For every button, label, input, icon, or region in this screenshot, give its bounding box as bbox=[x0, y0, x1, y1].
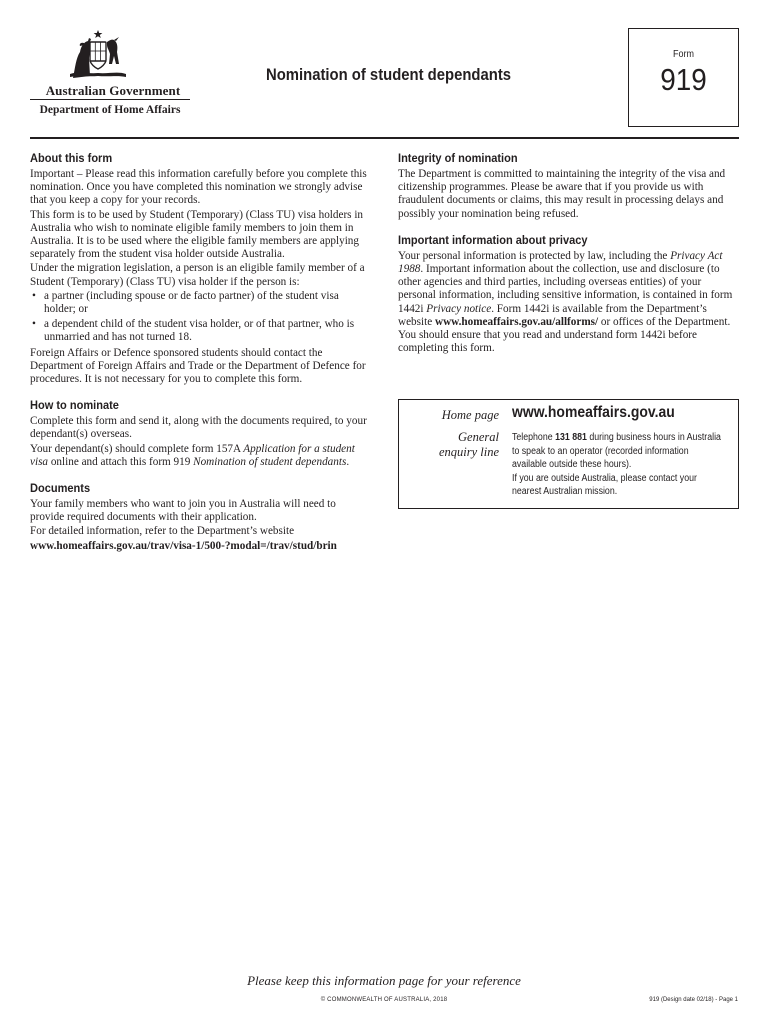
contact-box bbox=[398, 399, 739, 509]
section-heading: Integrity of nomination bbox=[398, 151, 518, 165]
form-number-box bbox=[628, 28, 739, 127]
left-column bbox=[30, 151, 370, 565]
paragraph: Foreign Affairs or Defence sponsored students should contact the Department of Foreign Affairs and Trade or the Department of Defence for procedures. It is not necessary for you to complete this form. bbox=[30, 346, 366, 386]
header-divider bbox=[30, 99, 190, 100]
paragraph: This form is to be used by Student (Temporary) (Class TU) visa holders in Australia who wish to nominate eligible family members to join them in Australia. It is to be used where the eligible family members are applying separately from the student visa holder outside Australia. bbox=[30, 208, 364, 261]
paragraph: Important – Please read this information carefully before you complete this nomination. Once you have completed this nomination we strongly advise that you keep a copy for your records. bbox=[30, 168, 367, 207]
enquiry-line-details: Telephone 131 881 during business hours in Australia to speak to an operator (recorded information available outside these hours). If you are outside Australia, please contact your nearest Australian mission. bbox=[512, 432, 721, 497]
list-item: • a partner (including spouse or de facto partner) of the student visa holder; or bbox=[30, 290, 370, 316]
about-section bbox=[30, 151, 370, 386]
form-title: Nomination of student dependants bbox=[266, 66, 512, 84]
paragraph: For detailed information, refer to the Department’s website bbox=[30, 525, 295, 538]
paragraph: Your personal information is protected by law, including the Privacy Act 1988. Important information about the collection, use and disclosure (to other agencies and third parties, including overseas entities) of your personal information, including sensitive information, is contained in form 1442i Privacy notice. Form 1442i is available from the Department’s website www.homeaffairs.gov.au/allforms/ or offices of the Department. You should ensure that you read and understand form 1442i before completing this form. bbox=[398, 249, 733, 355]
form-label: Form bbox=[672, 49, 695, 60]
paragraph: Under the migration legislation, a person is an eligible family member of a Student (Temporary) (Class TU) visa holder if the person is: bbox=[30, 262, 365, 288]
paragraph: Your dependant(s) should complete form 157A Application for a student visa online and attach this form 919 Nomination of student dependants. bbox=[30, 442, 355, 468]
eligibility-list bbox=[30, 290, 370, 345]
integrity-section bbox=[398, 151, 738, 221]
paragraph: The Department is committed to maintaining the integrity of the visa and citizenship programmes. Please be aware that if you provide us with fraudulent documents or claims, this may result in processing delays and possibly your nomination being refused. bbox=[398, 168, 726, 220]
section-heading: How to nominate bbox=[30, 398, 119, 413]
department-name: Department of Home Affairs bbox=[39, 104, 181, 116]
footer-note: Please keep this information page for your reference bbox=[247, 973, 521, 988]
page-divider bbox=[30, 137, 739, 139]
telephone-number: 131 881 bbox=[555, 432, 587, 443]
section-heading: Important information about privacy bbox=[398, 232, 588, 247]
documents-link[interactable]: www.homeaffairs.gov.au/trav/visa-1/500-?modal=/trav/stud/brin bbox=[30, 539, 337, 552]
right-column bbox=[398, 151, 738, 367]
list-item: • a dependent child of the student visa holder, or of that partner, who is unmarried and has not turned 18. bbox=[30, 318, 370, 344]
allforms-link[interactable]: www.homeaffairs.gov.au/allforms/ bbox=[434, 315, 599, 328]
government-name: Australian Government bbox=[45, 83, 181, 98]
how-to-nominate-section bbox=[30, 398, 370, 469]
coat-of-arms-icon bbox=[64, 28, 132, 80]
section-heading: Documents bbox=[30, 481, 91, 496]
paragraph: Your family members who want to join you in Australia will need to provide required documents with their application. bbox=[30, 498, 336, 524]
paragraph: Complete this form and send it, along with the documents required, to your dependant(s) overseas. bbox=[30, 415, 367, 441]
privacy-section bbox=[398, 233, 738, 356]
home-page-label: Home page bbox=[441, 408, 499, 422]
copyright: © COMMONWEALTH OF AUSTRALIA, 2018 bbox=[320, 997, 448, 1003]
section-heading: About this form bbox=[30, 151, 113, 165]
documents-section bbox=[30, 481, 370, 553]
home-page-link[interactable]: www.homeaffairs.gov.au bbox=[512, 404, 675, 421]
design-date: 919 (Design date 02/18) - Page 1 bbox=[649, 997, 738, 1003]
enquiry-line-label: General enquiry line bbox=[438, 430, 499, 459]
form-number: 919 bbox=[660, 62, 707, 97]
